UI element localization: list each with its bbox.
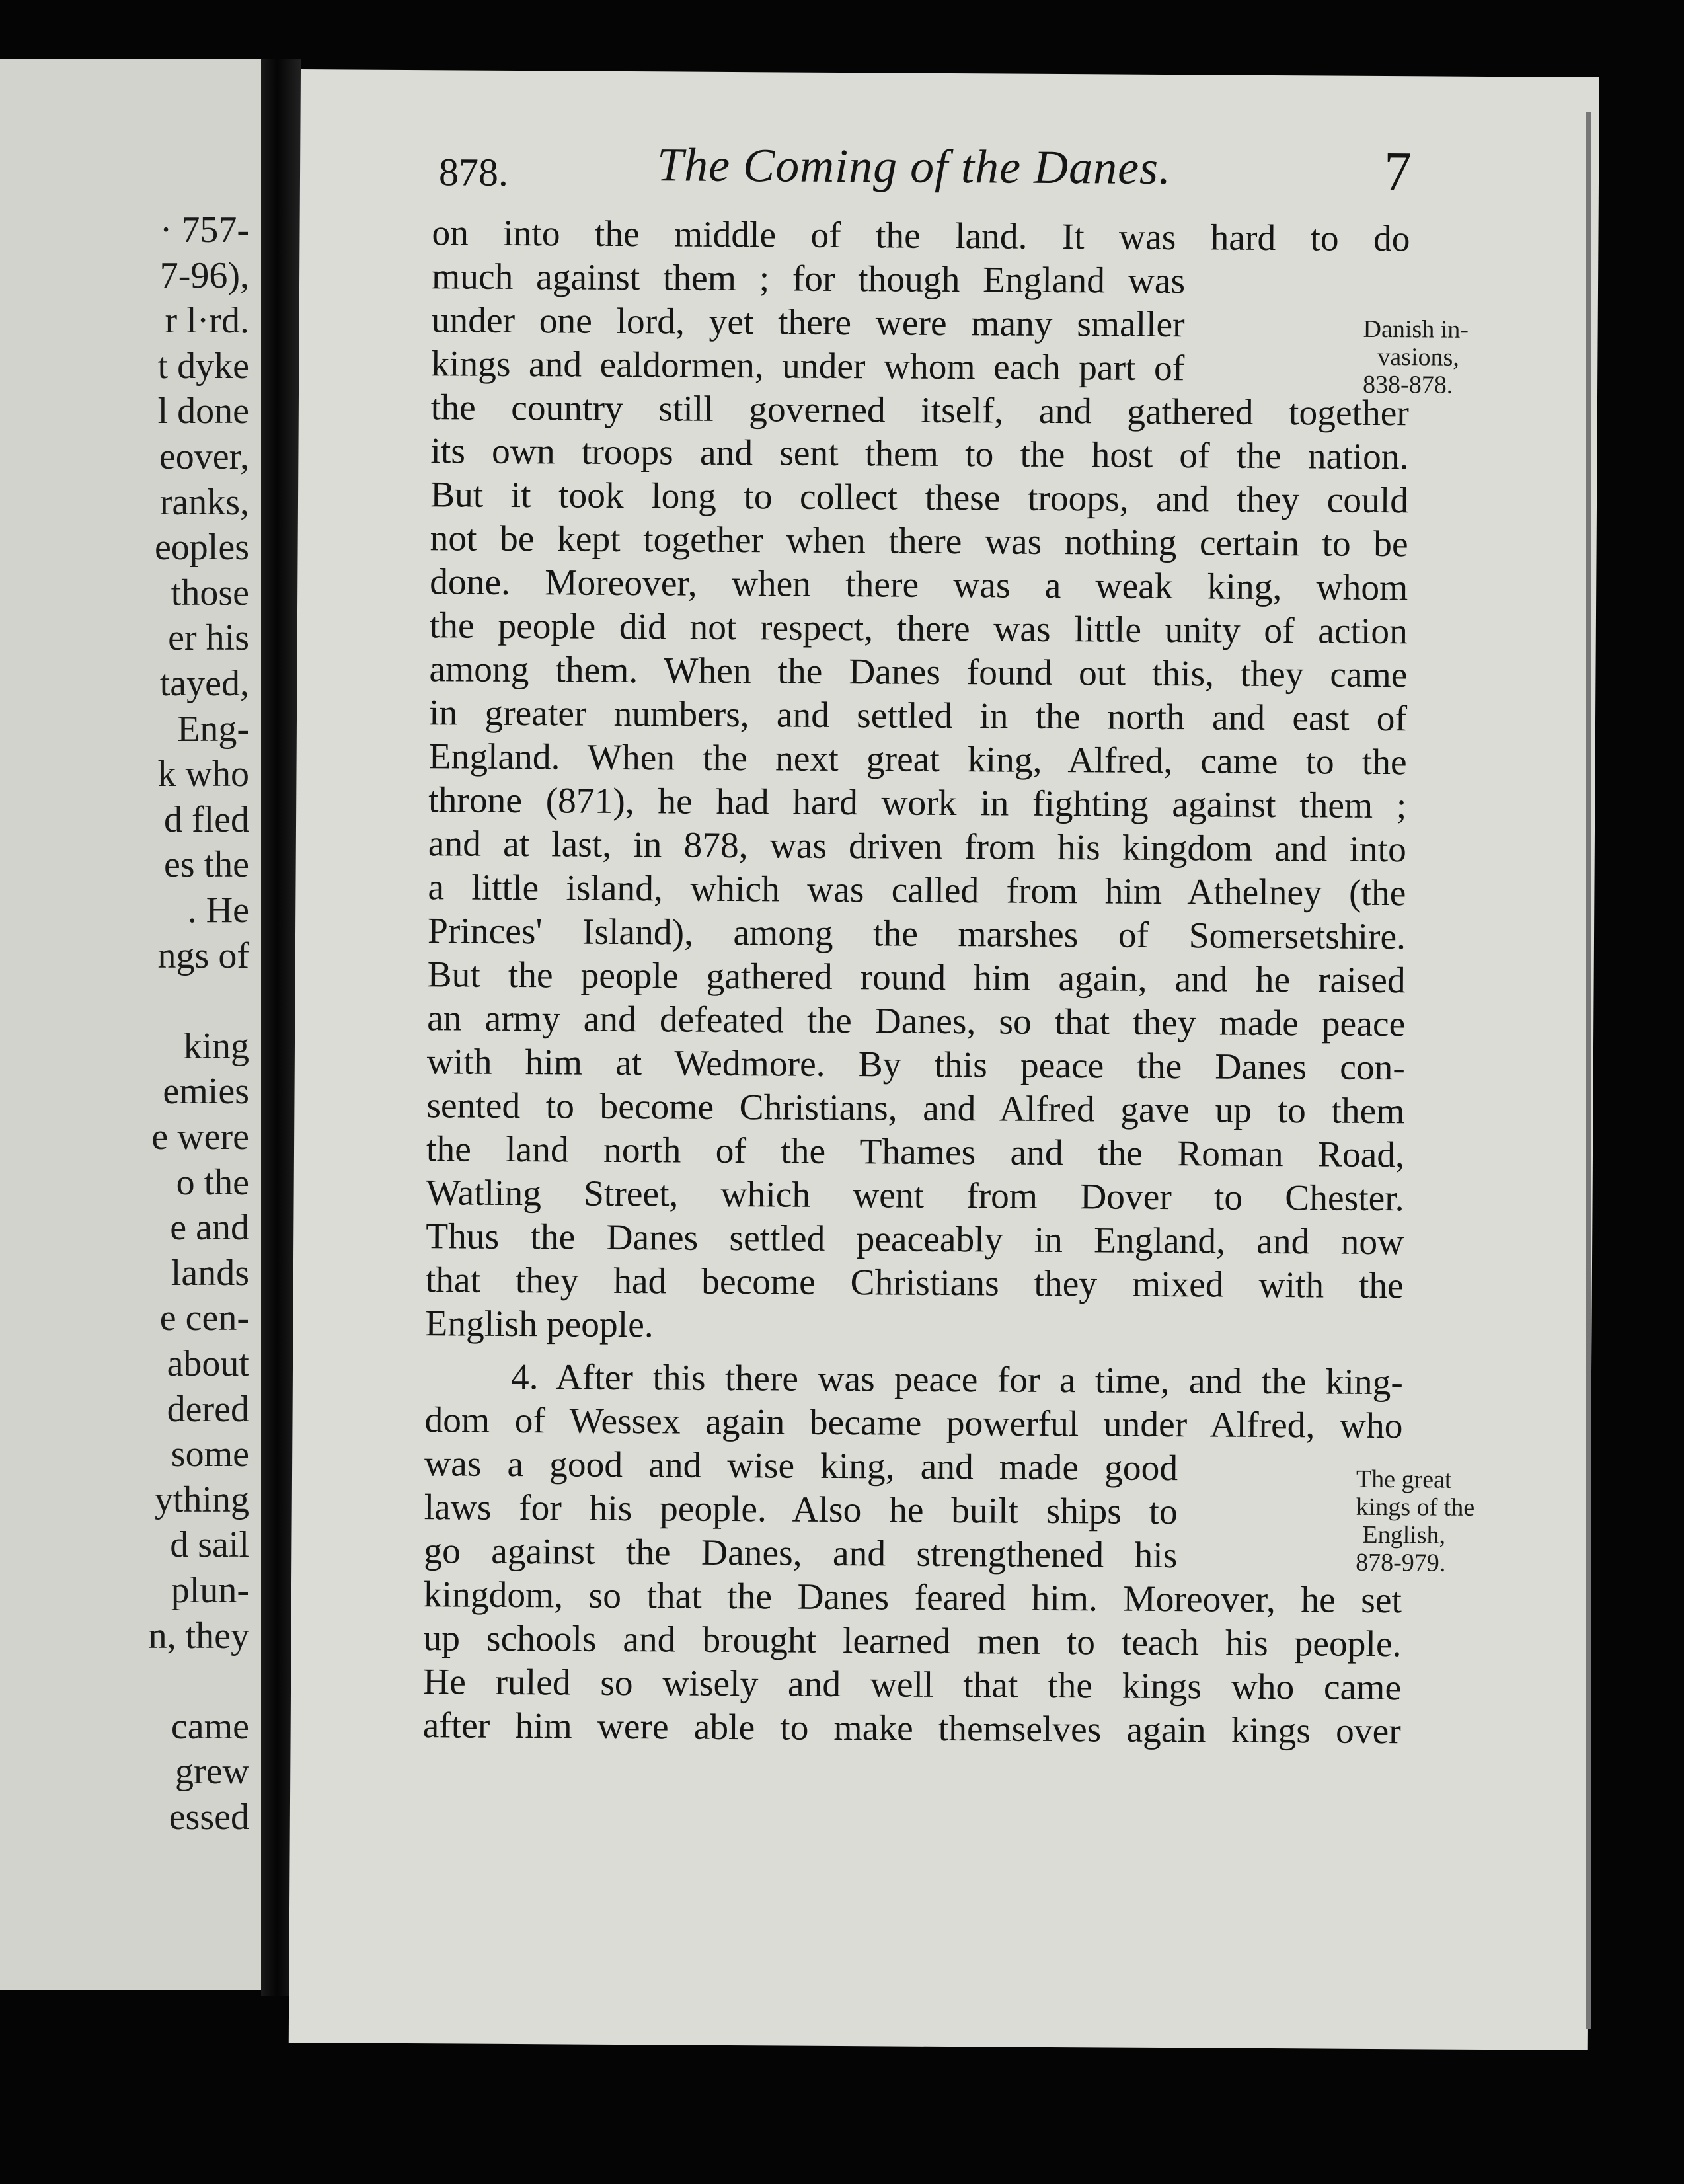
text-line: 4. After this there was peace for a time, and the king- [510,1356,1404,1403]
text-line: England. When the next great king, Alfred, came to the [428,736,1407,783]
text-line: laws for his people. Also he built ships to [424,1487,1178,1533]
left-page-line: e were [151,1116,249,1157]
text-line: English people. [425,1304,654,1346]
text-line: kingdom, so that the Danes feared him. Moreover, he set [423,1575,1402,1621]
text-line: on into the middle of the land. It was hard to do [432,213,1410,260]
text-line: an army and defeated the Danes, so that they made peace [427,998,1406,1045]
left-page-line: eover, [159,436,249,477]
left-page-line: · 757- [159,210,249,251]
left-page-line: essed [169,1797,249,1838]
left-page-line: eoples [154,527,249,568]
left-page-line: those [171,572,249,613]
text-line: throne (871), he had hard work in fighting against them ; [428,780,1407,827]
margin-note-line: English, [1362,1520,1446,1549]
left-page-line: ything [154,1479,249,1520]
text-line: among them. When the Danes found out this, they came [429,649,1408,696]
text-line: that they had become Christians they mixed with the [425,1260,1404,1307]
left-page-line: ngs of [157,935,249,976]
text-line: He ruled so wisely and well that the kings who came [422,1662,1402,1709]
text-line: not be kept together when there was nothing certain to be [430,518,1408,565]
margin-note-danish-invasions [1363,315,1535,400]
text-line: up schools and brought learned men to teach his people. [423,1618,1402,1665]
left-page-line: about [167,1343,249,1384]
left-page-line: e cen- [159,1298,249,1339]
left-page-line: came [171,1705,249,1747]
text-line: in greater numbers, and settled in the north and east of [428,693,1408,740]
text-line: go against the Danes, and strengthened his [424,1531,1178,1577]
left-page-line: er his [168,617,249,659]
left-page-line: d fled [163,799,249,840]
margin-note-great-kings [1356,1465,1528,1578]
text-line: the people did not respect, there was little unity of action [429,605,1408,652]
left-page-line: k who [157,754,249,795]
header-title: The Coming of the Danes. [656,138,1172,195]
left-page-line: plun- [171,1570,249,1611]
text-line: kings and ealdormen, under whom each part of [431,344,1185,389]
body-text [422,210,1475,1752]
running-header [300,69,1599,203]
left-page-line: ranks, [159,481,249,523]
page-edge-shadow [1586,112,1591,2029]
left-page-line: o the [176,1161,249,1203]
left-page-line: emies [163,1071,249,1112]
text-line: the country still governed itself, and gathered together [430,387,1410,434]
text-line: done. Moreover, when there was a weak king, whom [430,562,1408,609]
text-line: Princes' Island), among the marshes of Somersetshire. [427,911,1406,958]
left-page-line: dered [167,1388,249,1430]
left-page-line: king [183,1025,249,1067]
left-page-line: e and [170,1207,249,1249]
left-page-line: tayed, [159,663,249,704]
text-line: But it took long to collect these troops, and they could [430,475,1409,522]
margin-note-line: 878-979. [1356,1548,1446,1577]
left-page-line: . He [187,890,249,931]
text-line: with him at Wedmore. By this peace the Danes con- [426,1042,1405,1089]
text-line: But the people gathered round him again, and he raised [427,955,1406,1001]
text-line: dom of Wessex again became powerful under Alfred, who [424,1400,1403,1447]
margin-note-line: Danish in- [1363,315,1469,344]
margin-note-line: kings of the [1356,1493,1475,1522]
left-page-line: lands [171,1252,249,1294]
text-line: sented to become Christians, and Alfred gave up to them [426,1085,1405,1132]
text-line: its own troops and sent them to the host of the nation. [430,431,1409,478]
left-page-line: 7-96), [159,254,249,296]
left-page-line: grew [175,1751,249,1793]
text-line: the land north of the Thames and the Roman Road, [426,1129,1405,1176]
left-page-line: es the [163,844,249,886]
left-page-line: some [171,1434,249,1475]
margin-note-line: vasions, [1377,342,1459,371]
left-page-line: n, they [148,1615,249,1657]
left-page-line: l done [157,391,249,432]
margin-note-line: The great [1356,1465,1452,1494]
header-year: 878. [438,150,509,194]
left-page-line: t dyke [157,345,249,387]
text-line: Thus the Danes settled peaceably in England, and now [426,1216,1404,1263]
margin-note-line: 838-878. [1362,370,1453,399]
text-line: a little island, which was called from him Athelney (the [428,867,1406,914]
text-line: was a good and wise king, and made good [424,1444,1178,1489]
left-page-line: Eng- [177,708,249,750]
text-line: Watling Street, which went from Dover to Chester. [426,1173,1404,1220]
text-line: much against them ; for though England was [431,256,1186,302]
left-page-line: d sail [170,1524,249,1566]
left-page-line: r l·rd. [165,300,249,342]
book-page [289,69,1599,2050]
text-line: under one lord, yet there were many smaller [431,300,1185,346]
previous-page-fragment [0,59,265,1990]
text-line: and at last, in 878, was driven from his kingdom and into [428,824,1407,871]
page-number: 7 [1383,141,1412,203]
text-line: after him were able to make themselves again kings over [422,1705,1401,1752]
